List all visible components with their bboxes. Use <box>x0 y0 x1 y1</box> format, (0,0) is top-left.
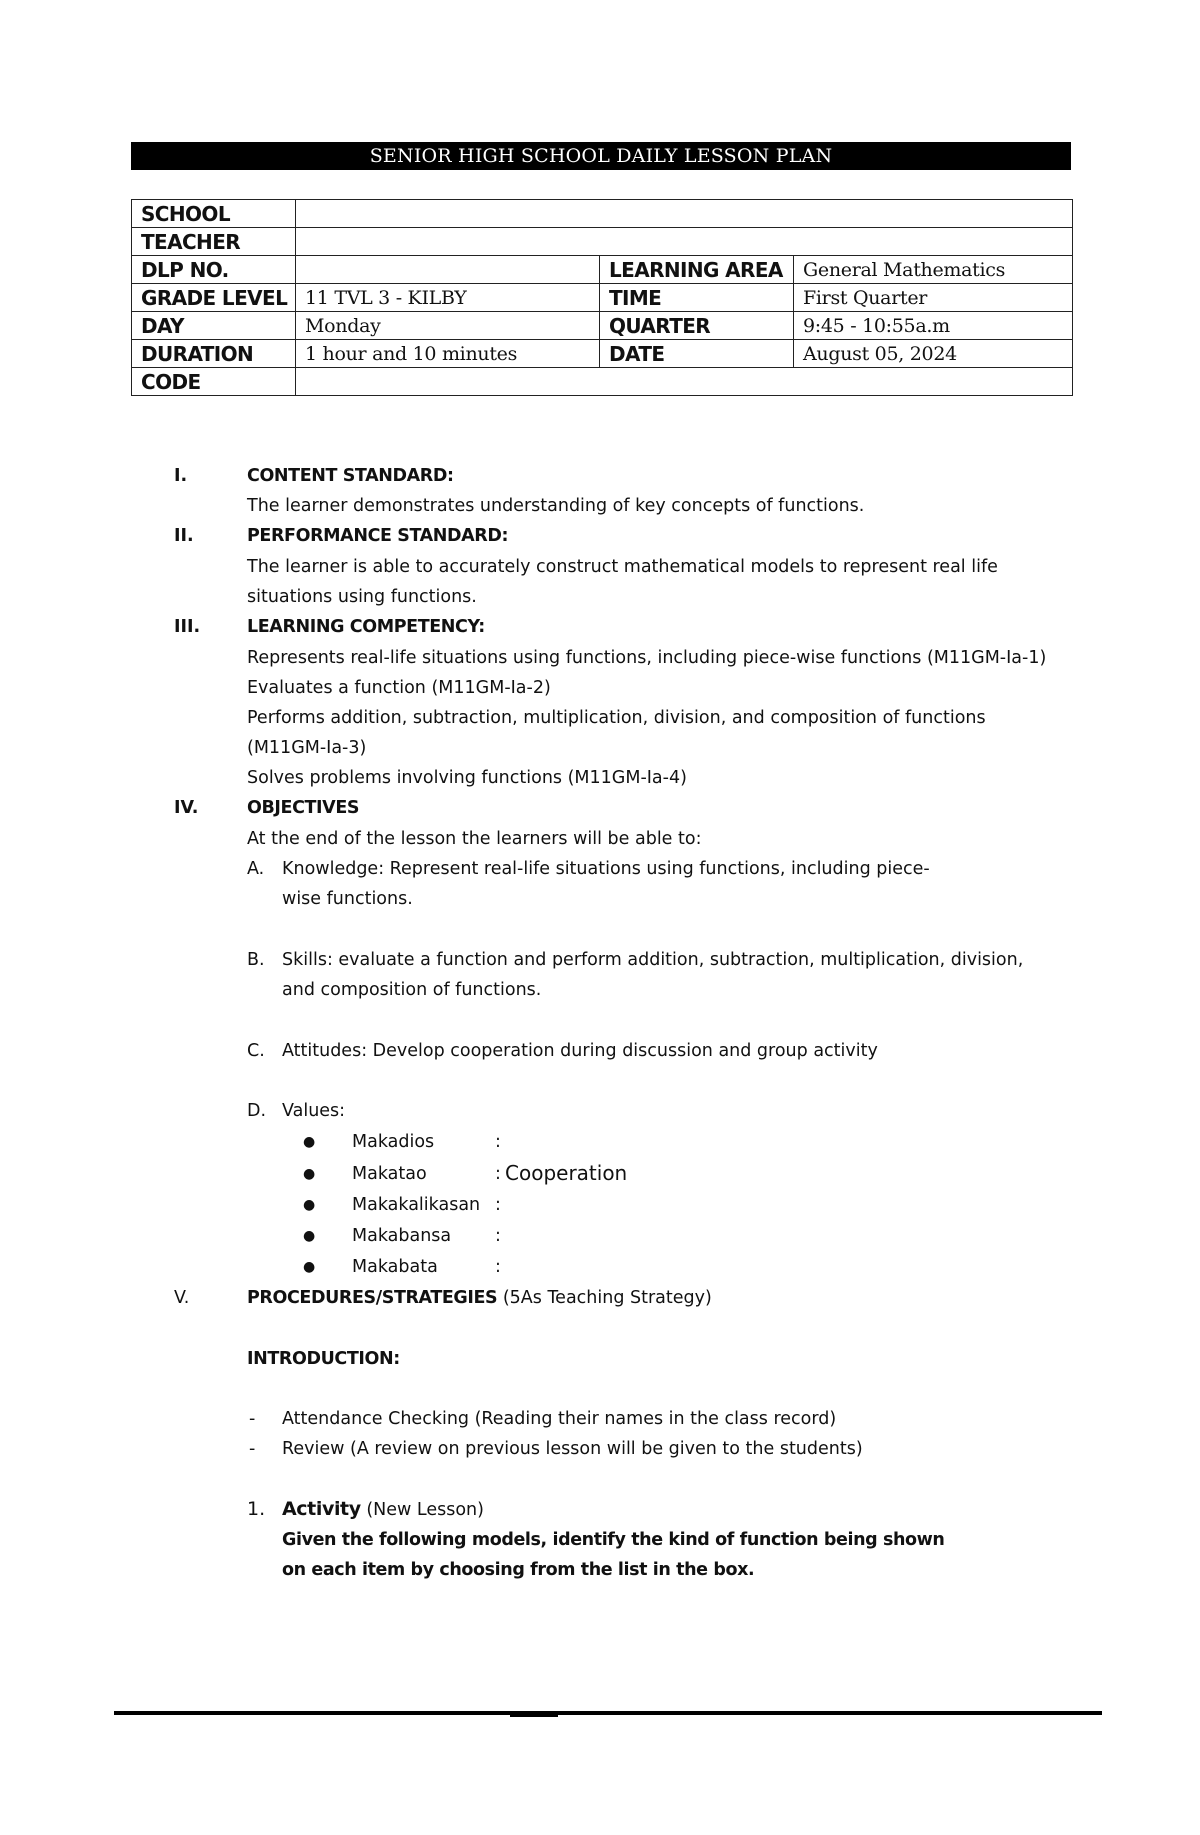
date-label: DATE <box>600 340 794 368</box>
dlp-value <box>296 256 600 284</box>
lesson-info-table <box>131 199 1073 396</box>
objective-letter: D. <box>247 1101 267 1121</box>
table-row <box>132 368 1073 396</box>
time-label: TIME <box>600 284 794 312</box>
objective-letter: C. <box>247 1041 265 1061</box>
learning-competency-heading: LEARNING COMPETENCY: <box>247 617 485 637</box>
activity-instruction: Given the following models, identify the kind of function being shown <box>282 1530 945 1550</box>
activity-instruction: on each item by choosing from the list in the box. <box>282 1560 755 1580</box>
objective-letter: B. <box>247 950 265 970</box>
introduction-item: Review (A review on previous lesson will be given to the students) <box>282 1439 863 1459</box>
competency-line: Solves problems involving functions (M11GM-Ia-4) <box>247 768 687 788</box>
competency-line: Evaluates a function (M11GM-Ia-2) <box>247 678 551 698</box>
performance-standard-text: The learner is able to accurately construct mathematical models to represent real life <box>247 557 998 577</box>
footer-divider <box>114 1711 1102 1715</box>
bullet-icon: ● <box>303 1259 316 1275</box>
quarter-label: QUARTER <box>600 312 794 340</box>
objective-knowledge: Knowledge: Represent real-life situations using functions, including piece- <box>282 859 930 879</box>
objective-knowledge: wise functions. <box>282 889 413 909</box>
learning-area-label: LEARNING AREA <box>600 256 794 284</box>
section-number: V. <box>174 1288 190 1308</box>
value-colon: : <box>495 1257 501 1277</box>
section-number: III. <box>174 617 201 637</box>
table-row <box>132 312 1073 340</box>
bullet-icon: ● <box>303 1166 316 1182</box>
introduction-heading: INTRODUCTION: <box>247 1349 400 1369</box>
value-colon: : <box>495 1226 501 1246</box>
objective-attitudes: Attitudes: Develop cooperation during discussion and group activity <box>282 1041 878 1061</box>
procedures-title: PROCEDURES/STRATEGIES <box>247 1288 498 1308</box>
activity-heading <box>282 1497 484 1522</box>
activity-title: Activity <box>282 1498 361 1520</box>
date-value: August 05, 2024 <box>794 340 1073 368</box>
learning-area-value: General Mathematics <box>794 256 1073 284</box>
objective-values: Values: <box>282 1101 346 1121</box>
objective-skills: Skills: evaluate a function and perform addition, subtraction, multiplication, division, <box>282 950 1024 970</box>
table-row <box>132 256 1073 284</box>
section-number: I. <box>174 466 188 486</box>
table-row <box>132 200 1073 228</box>
quarter-value: 9:45 - 10:55a.m <box>794 312 1073 340</box>
day-value: Monday <box>296 312 600 340</box>
objectives-intro: At the end of the lesson the learners will be able to: <box>247 829 702 849</box>
grade-level-value: 11 TVL 3 - KILBY <box>296 284 600 312</box>
section-number: II. <box>174 526 194 546</box>
value-name: Makabansa <box>352 1226 452 1246</box>
table-row <box>132 284 1073 312</box>
bullet-icon: ● <box>303 1134 316 1150</box>
value-name: Makakalikasan <box>352 1195 481 1215</box>
activity-number: 1. <box>247 1498 266 1520</box>
competency-line: Performs addition, subtraction, multiplication, division, and composition of functions <box>247 708 986 728</box>
activity-note: (New Lesson) <box>366 1500 484 1520</box>
value-colon: : <box>495 1164 501 1184</box>
code-label: CODE <box>132 368 296 396</box>
procedures-heading <box>247 1286 712 1310</box>
content-standard-text: The learner demonstrates understanding of key concepts of functions. <box>247 496 865 516</box>
introduction-item: Attendance Checking (Reading their names in the class record) <box>282 1409 837 1429</box>
content-standard-heading: CONTENT STANDARD: <box>247 466 454 486</box>
teacher-label: TEACHER <box>132 228 296 256</box>
objective-letter: A. <box>247 859 265 879</box>
objectives-heading: OBJECTIVES <box>247 798 360 818</box>
document-title: SENIOR HIGH SCHOOL DAILY LESSON PLAN <box>131 142 1071 170</box>
value-colon: : <box>495 1132 501 1152</box>
bullet-icon: ● <box>303 1228 316 1244</box>
value-name: Makabata <box>352 1257 438 1277</box>
value-colon: : <box>495 1195 501 1215</box>
grade-level-label: GRADE LEVEL <box>132 284 296 312</box>
competency-line: Represents real-life situations using functions, including piece-wise functions (M11GM-Ia-1) <box>247 648 1047 668</box>
day-label: DAY <box>132 312 296 340</box>
table-row <box>132 228 1073 256</box>
code-value <box>296 368 1073 396</box>
section-number: IV. <box>174 798 199 818</box>
bullet-icon: ● <box>303 1197 316 1213</box>
footer-divider-tick <box>510 1714 558 1717</box>
teacher-value <box>296 228 1073 256</box>
performance-standard-text: situations using functions. <box>247 587 477 607</box>
school-label: SCHOOL <box>132 200 296 228</box>
value-text: Cooperation <box>505 1161 628 1185</box>
duration-value: 1 hour and 10 minutes <box>296 340 600 368</box>
value-name: Makadios <box>352 1132 435 1152</box>
time-value: First Quarter <box>794 284 1073 312</box>
table-row <box>132 340 1073 368</box>
performance-standard-heading: PERFORMANCE STANDARD: <box>247 526 509 546</box>
value-name: Makatao <box>352 1164 427 1184</box>
procedures-note: (5As Teaching Strategy) <box>502 1288 712 1308</box>
objective-skills: and composition of functions. <box>282 980 542 1000</box>
dash-bullet: - <box>249 1439 256 1459</box>
dlp-label: DLP NO. <box>132 256 296 284</box>
school-value <box>296 200 1073 228</box>
duration-label: DURATION <box>132 340 296 368</box>
dash-bullet: - <box>249 1409 256 1429</box>
competency-line: (M11GM-Ia-3) <box>247 738 367 758</box>
